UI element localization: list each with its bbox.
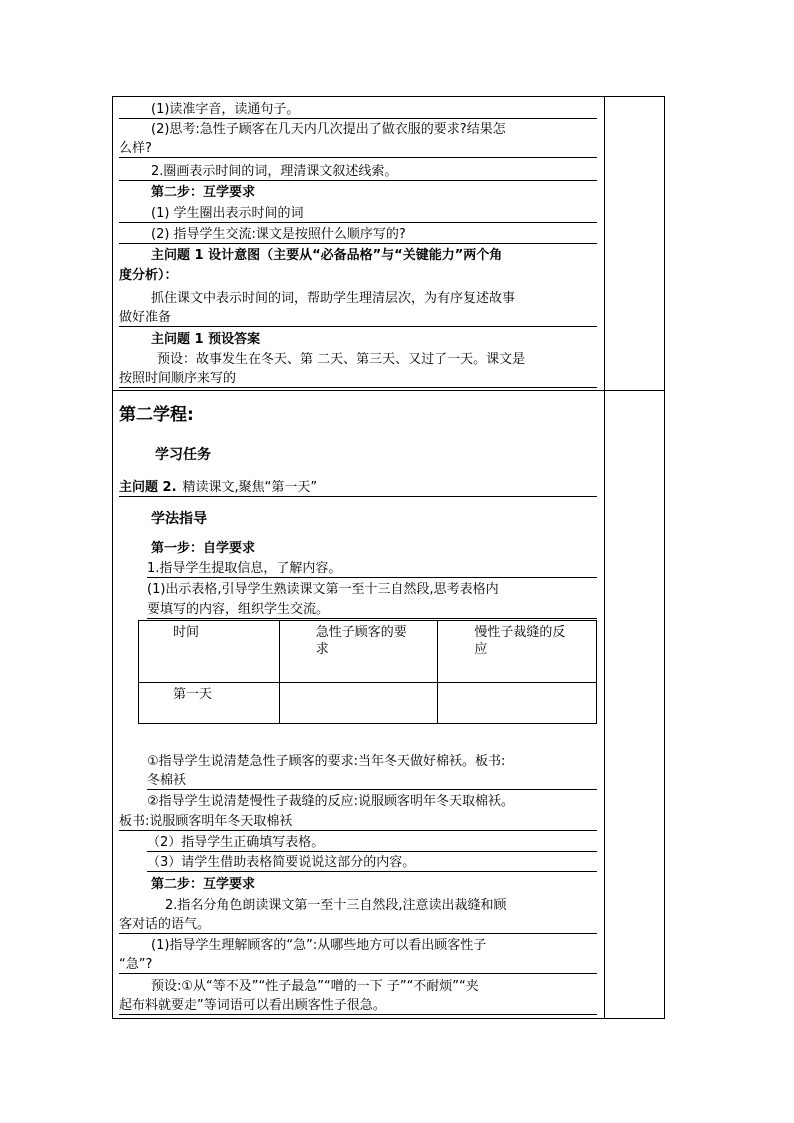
text-line: (1) 学生圈出表示时间的词 [119,205,597,223]
text-line: 么样? [119,140,597,158]
text-line: “急”? [119,956,597,974]
main-question-label: 主问题 2. [119,480,177,495]
header-line: 慢性子裁缝的反 [474,625,566,640]
step-heading: 第二步：互学要求 [151,185,256,200]
info-table [138,620,597,724]
text-line: (1)读准字音，读通句子。 [119,101,597,119]
text-line: 抓住课文中表示时间的词，帮助学生理清层次，为有序复述故事 [151,291,516,306]
design-intent-title: 主问题 1 设计意图（主要从“必备品格”与“关键能力”两个角 [151,248,503,263]
design-intent-title: 度分析）： [119,268,178,283]
text-line: 2.圈画表示时间的词，理清课文叙述线索。 [119,163,597,181]
text-line: 预设：故事发生在冬天、第 二天、第三天、又过了一天。课文是 [157,352,526,367]
lesson-plan-table [112,96,665,1019]
text-line: 客对话的语气。 [119,916,597,934]
text-line: 要填写的内容，组织学生交流。 [147,601,597,619]
text-line: 按照时间顺序来写的 [119,370,597,388]
table-cell-day: 第一天 [139,683,280,724]
step-heading: 第二步：互学要求 [151,877,256,892]
table-header-customer [279,621,438,683]
step-heading: 第一步：自学要求 [151,541,256,556]
table-cell [438,683,597,724]
text-line: 起布料就要走”等词语可以看出顾客性子很急。 [119,997,597,1015]
header-line: 求 [315,642,329,657]
text-line: (1)出示表格,引导学生熟读课文第一至十三自然段,思考表格内 [147,582,499,597]
table-header-tailor [438,621,597,683]
table-cell [279,683,438,724]
text-line: （2）指导学生正确填写表格。 [147,834,597,852]
task-heading: 学习任务 [155,447,211,463]
text-line: (1)指导学生理解顾客的“急”:从哪些地方可以看出顾客性子 [151,938,487,953]
text-line: 冬棉袄 [147,772,597,790]
header-line: 急性子顾客的要 [315,625,407,640]
text-line: 做好准备 [119,309,597,327]
text-line: 预设:①从“等不及”“性子最急”“噌的一下 子”“不耐烦”“夹 [151,979,479,994]
text-line: (2)思考:急性子顾客在几天内几次提出了做衣服的要求?结果怎 [151,122,506,137]
text-line: (2) 指导学生交流:课文是按照什么顺序写的? [119,226,597,244]
text-line: （3）请学生借助表格简要说说这部分的内容。 [147,854,597,872]
section-heading: 第二学程: [119,405,194,425]
main-question-text: 精读课文,聚焦“第一天” [182,480,318,495]
main-question [119,479,597,497]
text-line: 2.指名分角色朗读课文第一至十三自然段,注意读出裁缝和顾 [165,898,507,913]
text-line: 板书:说服顾客明年冬天取棉袄 [119,813,597,831]
answer-title: 主问题 1 预设答案 [151,332,261,347]
text-line: 1.指导学生提取信息，了解内容。 [147,560,597,578]
row-divider [113,390,664,391]
header-line: 应 [474,642,488,657]
text-line: ②指导学生说清楚慢性子裁缝的反应:说服顾客明年冬天取棉袄。 [147,794,515,809]
table-header-time: 时间 [139,621,280,683]
method-heading: 学法指导 [151,511,207,527]
text-line: ①指导学生说清楚急性子顾客的要求:当年冬天做好棉袄。板书: [147,754,506,769]
column-divider [604,97,605,1018]
